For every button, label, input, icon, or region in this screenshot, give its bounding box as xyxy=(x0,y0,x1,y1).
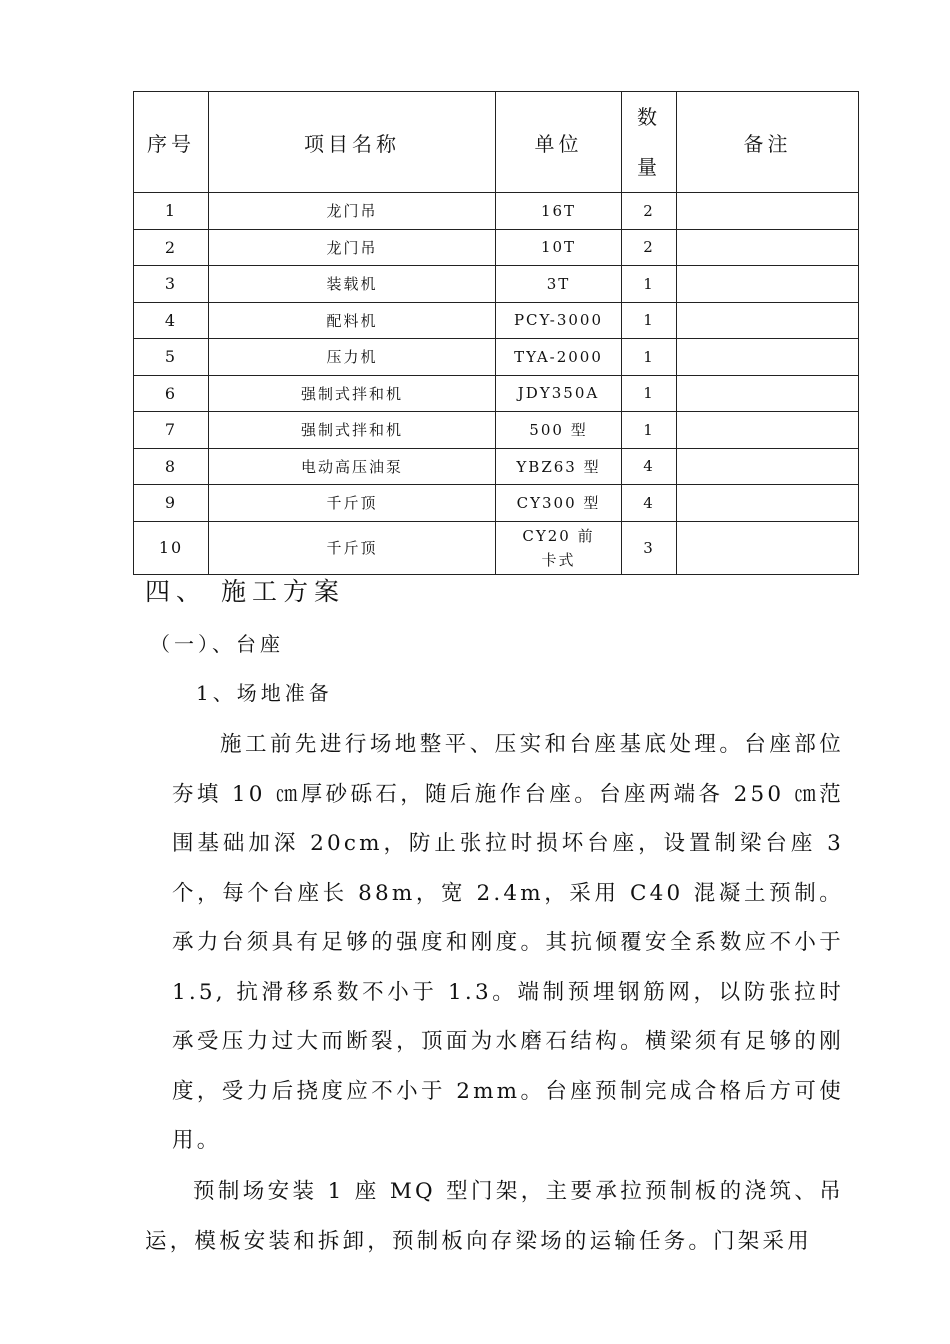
header-qty-line2: 量 xyxy=(637,155,661,179)
cell-seq: 5 xyxy=(134,339,209,376)
cell-remark xyxy=(677,302,859,339)
cell-remark xyxy=(677,229,859,266)
cell-unit-line1: CY20 前 xyxy=(522,526,595,545)
header-seq: 序号 xyxy=(134,92,209,193)
cell-seq: 9 xyxy=(134,485,209,522)
header-qty-line1: 数 xyxy=(637,105,661,129)
cell-unit: 10T xyxy=(496,229,622,266)
cell-remark xyxy=(677,193,859,230)
cell-seq: 6 xyxy=(134,375,209,412)
table-row xyxy=(134,448,859,485)
table-row xyxy=(134,375,859,412)
cell-qty: 1 xyxy=(622,302,677,339)
table-row xyxy=(134,193,859,230)
table-row xyxy=(134,229,859,266)
cell-unit: 3T xyxy=(496,266,622,303)
cell-qty: 1 xyxy=(622,266,677,303)
cell-remark xyxy=(677,485,859,522)
header-remark: 备注 xyxy=(677,92,859,193)
cell-remark xyxy=(677,448,859,485)
cell-seq: 2 xyxy=(134,229,209,266)
cell-unit-line2: 卡式 xyxy=(541,550,576,569)
cell-qty: 4 xyxy=(622,485,677,522)
cell-remark xyxy=(677,375,859,412)
body-paragraph: 施工前先进行场地整平、压实和台座基底处理。台座部位夯填 10 ㎝厚砂砾石，随后施作台座。台座两端各 250 ㎝范围基础加深 20cm，防止张拉时损坏台座，设置制梁台座 3 个，每个台座长 88m，宽 2.4m，采用 C40 混凝土预制。承力台须具有足够的强度和刚度。其抗倾覆安全系数应不小于 1.5, 抗滑移系数不小于 1.3。端制预埋钢筋网，以防张拉时承受压力过大而断裂，顶面为水磨石结构。横梁须有足够的刚度，受力后挠度应不小于 2mm。台座预制完成合格后方可使用。 xyxy=(172,732,844,1153)
header-unit: 单位 xyxy=(496,92,622,193)
subsection-title: （一）、台座 xyxy=(150,632,284,656)
cell-unit xyxy=(496,521,622,574)
header-name: 项目名称 xyxy=(209,92,496,193)
table-row xyxy=(134,266,859,303)
body-paragraph: 预制场安装 1 座 MQ 型门架，主要承拉预制板的浇筑、吊运，模板安装和拆卸，预制板向存梁场的运输任务。门架采用 xyxy=(145,1179,844,1254)
table-row xyxy=(134,485,859,522)
section-title: 四、 施工方案 xyxy=(145,577,345,606)
equipment-table xyxy=(133,91,859,575)
cell-unit: 500 型 xyxy=(496,412,622,449)
cell-seq: 4 xyxy=(134,302,209,339)
table-row xyxy=(134,521,859,574)
cell-remark xyxy=(677,339,859,376)
cell-name: 压力机 xyxy=(209,339,496,376)
cell-name: 千斤顶 xyxy=(209,521,496,574)
cell-name: 龙门吊 xyxy=(209,193,496,230)
cell-qty: 2 xyxy=(622,229,677,266)
cell-unit: 16T xyxy=(496,193,622,230)
cell-name: 千斤顶 xyxy=(209,485,496,522)
table-header-row xyxy=(134,92,859,193)
cell-name: 装载机 xyxy=(209,266,496,303)
cell-qty: 1 xyxy=(622,412,677,449)
header-qty xyxy=(622,92,677,193)
cell-unit: JDY350A xyxy=(496,375,622,412)
cell-seq: 10 xyxy=(134,521,209,574)
cell-remark xyxy=(677,266,859,303)
cell-seq: 1 xyxy=(134,193,209,230)
cell-name: 电动高压油泵 xyxy=(209,448,496,485)
cell-name: 配料机 xyxy=(209,302,496,339)
cell-qty: 2 xyxy=(622,193,677,230)
cell-qty: 3 xyxy=(622,521,677,574)
table-row xyxy=(134,339,859,376)
cell-seq: 8 xyxy=(134,448,209,485)
cell-qty: 4 xyxy=(622,448,677,485)
cell-unit: YBZ63 型 xyxy=(496,448,622,485)
cell-name: 强制式拌和机 xyxy=(209,412,496,449)
cell-qty: 1 xyxy=(622,339,677,376)
cell-remark xyxy=(677,412,859,449)
cell-name: 强制式拌和机 xyxy=(209,375,496,412)
table-row xyxy=(134,302,859,339)
cell-seq: 7 xyxy=(134,412,209,449)
subsection-heading: 1、场地准备 xyxy=(196,681,333,705)
cell-qty: 1 xyxy=(622,375,677,412)
cell-unit: CY300 型 xyxy=(496,485,622,522)
cell-remark xyxy=(677,521,859,574)
cell-seq: 3 xyxy=(134,266,209,303)
cell-unit: TYA-2000 xyxy=(496,339,622,376)
table-row xyxy=(134,412,859,449)
cell-name: 龙门吊 xyxy=(209,229,496,266)
cell-unit: PCY-3000 xyxy=(496,302,622,339)
